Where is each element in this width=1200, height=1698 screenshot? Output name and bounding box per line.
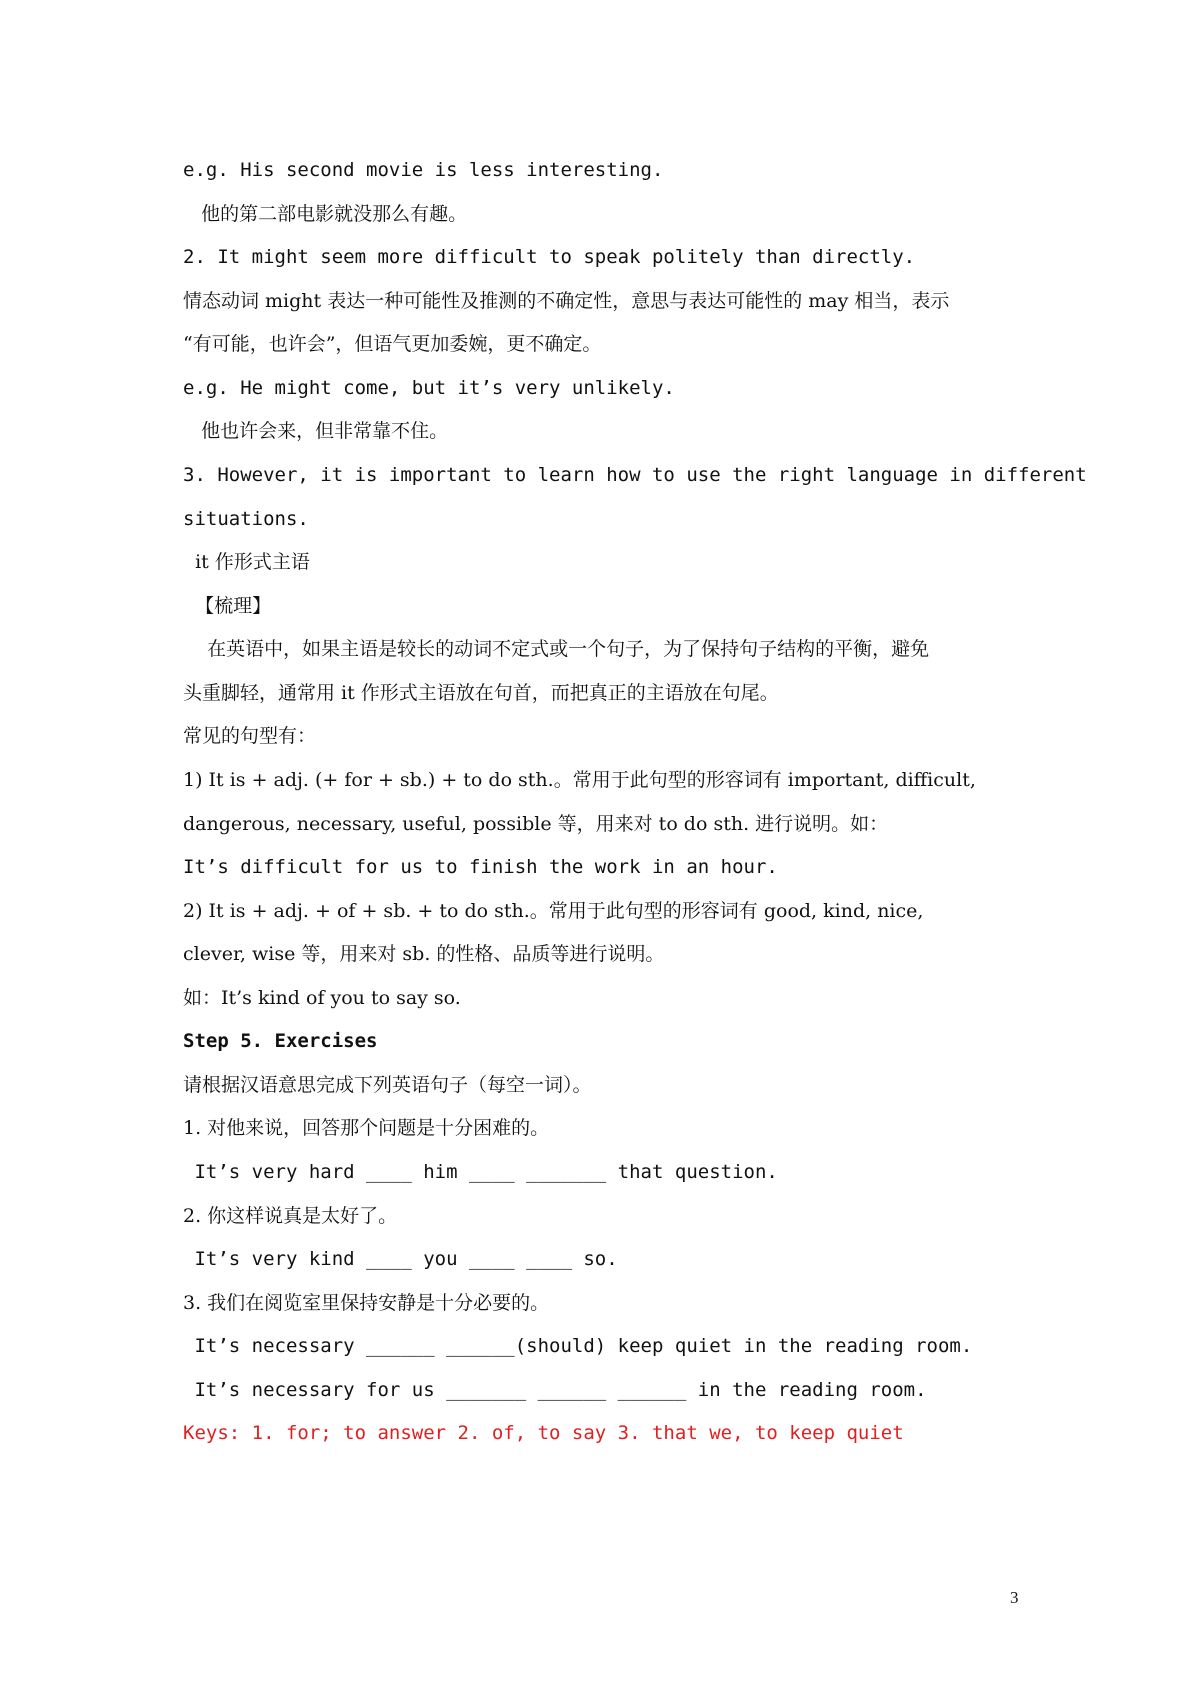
example-sentence: e.g. His second movie is less interesting. xyxy=(183,159,664,181)
section-label: 【梳理】 xyxy=(183,595,272,617)
exercise-1-prompt: 1. 对他来说，回答那个问题是十分困难的。 xyxy=(183,1117,550,1139)
example-translation: 他的第二部电影就没那么有趣。 xyxy=(183,203,468,225)
key-sentence-3-cont: situations. xyxy=(183,508,309,530)
explanation-line: 情态动词 might 表达一种可能性及推测的不确定性，意思与表达可能性的 may 相当，表示 xyxy=(183,290,950,312)
key-sentence-2: 2. It might seem more difficult to speak politely than directly. xyxy=(183,246,916,268)
pattern-heading: 常见的句型有： xyxy=(183,725,317,747)
pattern-1-cont: dangerous, necessary, useful, possible 等，用来对 to do sth. 进行说明。如： xyxy=(183,813,889,835)
pattern-2-cont: clever, wise 等，用来对 sb. 的性格、品质等进行说明。 xyxy=(183,943,665,965)
page-number: 3 xyxy=(1010,1588,1019,1607)
exercise-3-sentence-b: It’s necessary for us _______ ______ ______ in the reading room. xyxy=(183,1379,927,1401)
example-translation: 他也许会来，但非常靠不住。 xyxy=(183,420,449,442)
exercise-3-prompt: 3. 我们在阅览室里保持安静是十分必要的。 xyxy=(183,1292,550,1314)
grammar-explanation: 头重脚轻，通常用 it 作形式主语放在句首，而把真正的主语放在句尾。 xyxy=(183,682,779,704)
example-sentence: e.g. He might come, but it’s very unlikely. xyxy=(183,377,675,399)
step-heading: Step 5. Exercises xyxy=(183,1030,378,1052)
exercise-instruction: 请根据汉语意思完成下列英语句子（每空一词）。 xyxy=(183,1074,592,1096)
pattern-1-example: It’s difficult for us to finish the work in an hour. xyxy=(183,856,778,878)
key-sentence-3: 3. However, it is important to learn how to use the right language in different xyxy=(183,464,1087,486)
exercise-1-sentence: It’s very hard ____ him ____ _______ that question. xyxy=(183,1161,778,1183)
exercise-2-prompt: 2. 你这样说真是太好了。 xyxy=(183,1205,398,1227)
explanation-line: “有可能，也许会”，但语气更加委婉，更不确定。 xyxy=(183,333,602,355)
pattern-2-example: 如：It’s kind of you to say so. xyxy=(183,987,461,1009)
exercise-3-sentence-a: It’s necessary ______ ______(should) keep quiet in the reading room. xyxy=(183,1335,973,1357)
grammar-explanation: 在英语中，如果主语是较长的动词不定式或一个句子，为了保持句子结构的平衡，避免 xyxy=(183,638,930,660)
pattern-1: 1) It is + adj. (+ for + sb.) + to do sth.。常用于此句型的形容词有 important, difficult, xyxy=(183,769,976,791)
exercise-2-sentence: It’s very kind ____ you ____ ____ so. xyxy=(183,1248,618,1270)
pattern-2: 2) It is + adj. + of + sb. + to do sth.。常用于此句型的形容词有 good, kind, nice, xyxy=(183,900,924,922)
answer-keys: Keys: 1. for; to answer 2. of, to say 3. that we, to keep quiet xyxy=(183,1422,904,1444)
grammar-topic: it 作形式主语 xyxy=(183,551,310,573)
